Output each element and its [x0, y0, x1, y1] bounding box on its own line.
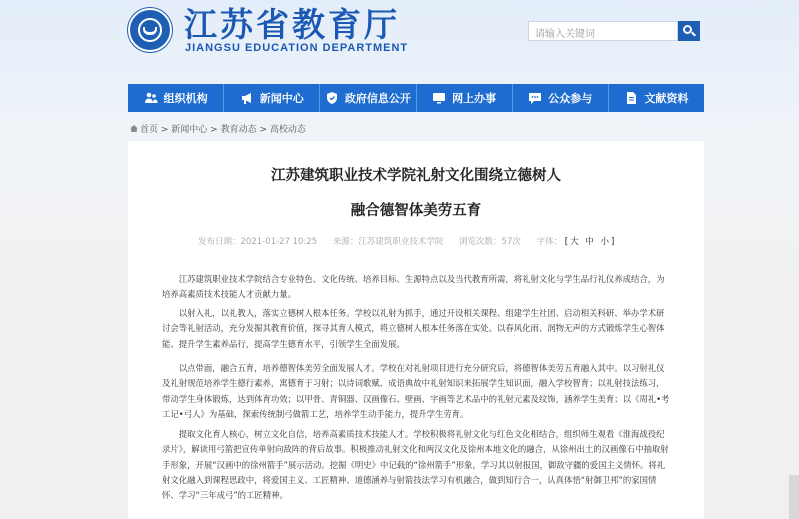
nav-item-news[interactable] — [224, 84, 320, 112]
main-nav — [128, 84, 704, 112]
site-title[interactable]: 江苏省教育厅 — [184, 5, 400, 44]
monitor-icon — [432, 91, 446, 105]
breadcrumb-separator: > — [207, 125, 221, 135]
article-paragraph: 江苏建筑职业技术学院结合专业特色、文化传统、培养目标、生源特点以及当代教育所需，将礼射文化与学生品行礼仪养成结合，为培养高素质技术技能人才贡献力量。 — [162, 274, 665, 300]
megaphone-icon — [240, 91, 254, 105]
document-icon — [624, 91, 638, 105]
nav-item-documents[interactable] — [609, 84, 704, 112]
breadcrumb — [130, 122, 306, 135]
breadcrumb-news-center[interactable]: 新闻中心 — [171, 125, 208, 135]
nav-label: 组织机构 — [163, 92, 208, 105]
article-card — [128, 141, 704, 519]
article-paragraph: 以射入礼，以礼教人，落实立德树人根本任务。学校以礼射为抓手，通过开设相关课程、组建学生社团、启动相关科研、举办学术研讨会等礼射活动，充分发掘其教育价值，探寻其育人模式，将立德树人根本任务落在实处。以春风化雨、润物无声的方式锻炼学生心智体能、提升学生素养品行，提高学生德育水平，引领学生全面发展。 — [162, 308, 665, 349]
article-paragraph: 以点带面，融合五育，培养德智体美劳全面发展人才。学校在对礼射项目进行充分研究后，将德智体美劳五育融入其中。以习射礼仪及礼射规范培养学生德行素养，寓德育于习射；以诗词歌赋、成语典故中礼射知识来拓展学生知识面，融入学校智育；以礼射技法练习，带动学生身体锻炼，达到体育功效；以甲骨、青铜器、汉画像石、壁画、字画等艺术品中的礼射元素及纹饰，涵养学生美育；以《周礼•考工记•弓人》为基础，探索传统制弓做箭工艺，培养学生动手能力，提升学生劳育。 — [162, 363, 670, 419]
breadcrumb-university-news[interactable]: 高校动态 — [269, 125, 306, 135]
nav-item-gov-info[interactable] — [320, 84, 416, 112]
article-paragraph: 提取文化育人核心，树立文化自信，培养高素质技术技能人才。学校积极将礼射文化与红色文化相结合，组织师生观看《淮海战役纪录片》，解读用弓箭把宣传单射向敌阵的背后故事。积极推动礼射文化和两汉文化及徐州本地文化的融合，从徐州出土的汉画像石中抽取射手形象，开展“汉画中的徐州箭手”展示活动。挖掘《明史》中记载的“徐州箭手”形象，学习其以射报国，御敌守疆的爱国主义情怀。将礼射文化融入到课程思政中，将爱国主义、工匠精神、道德涵养与射箭技法学习有机融合，做到知行合一，认真体悟“射御卫邦”的家国情怀、学习“三年成弓”的工匠精神。 — [162, 429, 669, 501]
side-floating-tab[interactable] — [789, 475, 799, 519]
nav-label: 网上办事 — [452, 92, 497, 105]
search-button[interactable] — [678, 21, 700, 41]
font-size-label: 字体： — [536, 237, 563, 247]
people-icon — [144, 91, 158, 105]
breadcrumb-separator: > — [158, 125, 172, 135]
site-header — [0, 0, 799, 85]
article-source: 来源：江苏建筑职业技术学院 — [332, 237, 444, 247]
publish-date: 发布日期：2021-01-27 10:25 — [198, 237, 318, 247]
shield-icon — [325, 91, 339, 105]
site-logo-icon[interactable] — [128, 8, 172, 52]
chat-icon — [528, 91, 542, 105]
nav-item-online-service[interactable] — [417, 84, 513, 112]
breadcrumb-home[interactable]: 首页 — [140, 125, 159, 135]
nav-label: 新闻中心 — [259, 92, 304, 105]
nav-label: 文献资料 — [644, 92, 689, 105]
breadcrumb-education-news[interactable]: 教育动态 — [220, 125, 257, 135]
font-size-switch[interactable]: [大 中 小] — [564, 237, 617, 247]
article-title-line-2: 融合德智体美劳五育 — [350, 203, 482, 219]
nav-item-public-participation[interactable] — [513, 84, 609, 112]
site-subtitle: JIANGSU EDUCATION DEPARTMENT — [185, 42, 409, 54]
search-input[interactable]: 请输入关键词 — [528, 21, 678, 41]
article-meta — [198, 235, 616, 247]
nav-label: 公众参与 — [548, 92, 593, 105]
view-count: 浏览次数：57次 — [459, 237, 521, 247]
nav-item-organization[interactable] — [128, 84, 224, 112]
home-icon — [130, 125, 138, 132]
breadcrumb-separator: > — [256, 125, 270, 135]
article-title-line-1: 江苏建筑职业技术学院礼射文化围绕立德树人 — [271, 168, 561, 184]
nav-label: 政府信息公开 — [344, 92, 411, 105]
